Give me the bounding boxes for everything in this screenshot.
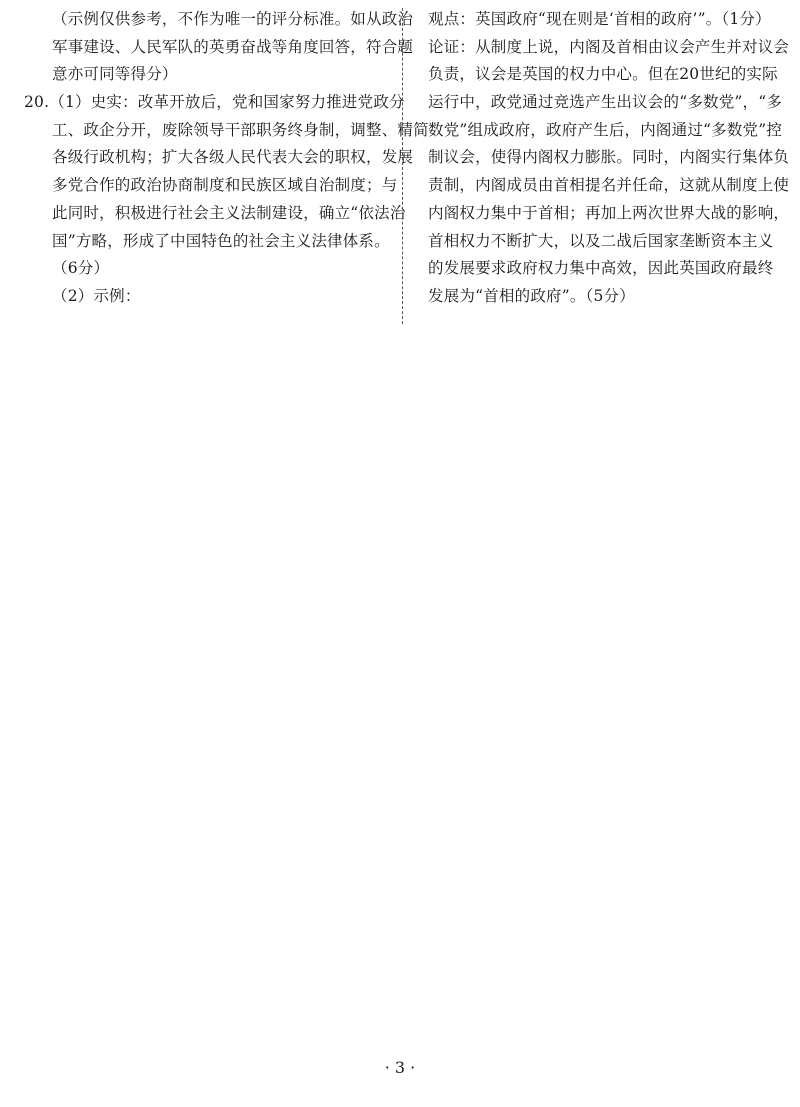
answer-line: 工、政企分开，废除领导干部职务终身制，调整、精简 <box>52 120 429 139</box>
note-line-1: （示例仅供参考，不作为唯一的评分标准。如从政治 <box>52 10 414 28</box>
answer-line: 国”方略，形成了中国特色的社会主义法律体系。 <box>52 231 390 250</box>
score-note: （6分） <box>52 259 110 278</box>
example-label: （2）示例： <box>52 286 141 305</box>
page-number: · 3 · <box>384 1058 416 1077</box>
argument-line: 责制，内阁成员由首相提名并任命，这就从制度上使 <box>428 176 790 195</box>
answer-line: 此同时，积极进行社会主义法制建设，确立“依法治 <box>52 203 406 222</box>
left-column <box>24 6 429 311</box>
argument-line: 运行中，政党通过竞选产生出议会的“多数党”，“多 <box>428 93 783 112</box>
question-20-heading: 20.（1）史实：改革开放后，党和国家努力推进党政分 <box>24 93 405 112</box>
argument-line: 数党”组成政府，政府产生后，内阁通过“多数党”控 <box>428 120 783 139</box>
note-line-3: 意亦可同等得分） <box>52 65 178 84</box>
argument-line: 制议会，使得内阁权力膨胀。同时，内阁实行集体负 <box>428 148 790 167</box>
viewpoint-line: 观点：英国政府“现在则是‘首相的政府’”。（1分） <box>428 10 771 28</box>
column-divider <box>402 8 403 324</box>
note-line-2: 军事建设、人民军队的英勇奋战等角度回答，符合题 <box>52 37 414 56</box>
argument-line: 的发展要求政府权力集中高效，因此英国政府最终 <box>428 259 774 278</box>
argument-line: 负责，议会是英国的权力中心。但在20世纪的实际 <box>428 65 778 84</box>
argument-line: 首相权力不断扩大，以及二战后国家垄断资本主义 <box>428 231 774 250</box>
answer-line: 多党合作的政治协商制度和民族区域自治制度；与 <box>52 176 398 195</box>
argument-line: 论证：从制度上说，内阁及首相由议会产生并对议会 <box>428 37 790 56</box>
right-column <box>428 6 790 311</box>
answer-line: 各级行政机构；扩大各级人民代表大会的职权，发展 <box>52 148 414 167</box>
argument-line: 内阁权力集中于首相；再加上两次世界大战的影响， <box>428 203 790 222</box>
argument-line: 发展为“首相的政府”。（5分） <box>428 286 635 305</box>
